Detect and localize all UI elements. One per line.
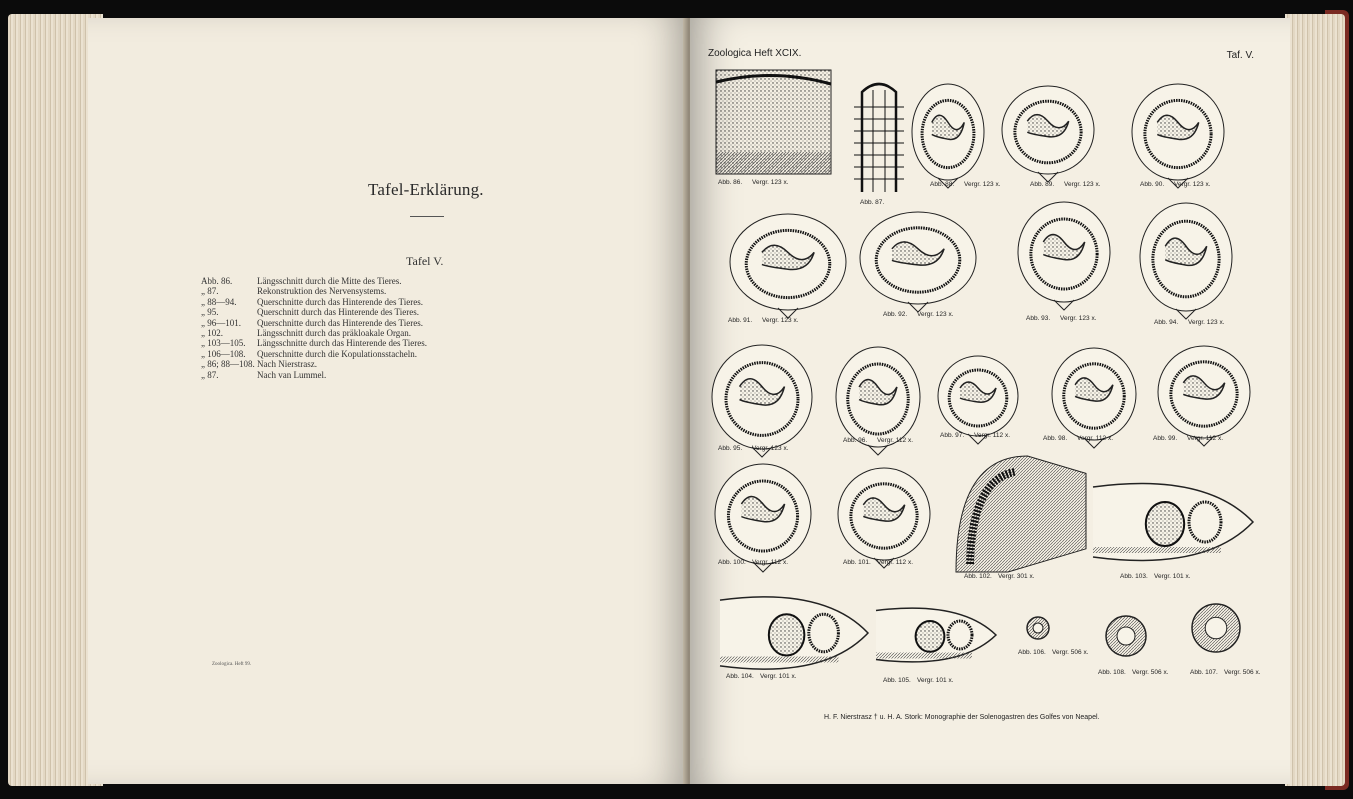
- figure-magnification: Vergr. 123 x.: [752, 179, 789, 186]
- figure-magnification: Vergr. 123 x.: [917, 311, 954, 318]
- plate-figure: [712, 345, 812, 457]
- figure-label: Abb. 105.: [883, 677, 911, 684]
- figure-magnification: Vergr. 506 x.: [1224, 669, 1261, 676]
- figure-label: Abb. 97.: [940, 432, 965, 439]
- plate-figure: [854, 84, 904, 192]
- plate-figure: [1052, 348, 1136, 448]
- legend-row: [201, 338, 427, 348]
- figure-label: Abb. 100.: [718, 559, 746, 566]
- legend-description: Querschnitte durch das Hinterende des Tieres.: [257, 317, 423, 328]
- figure-label: Abb. 89.: [1030, 181, 1055, 188]
- figure-magnification: Vergr. 112 x.: [877, 559, 914, 566]
- figure-label: Abb. 107.: [1190, 669, 1218, 676]
- figure-magnification: Vergr. 123 x.: [762, 317, 799, 324]
- legend-row: [201, 349, 427, 359]
- plate-figure: [1027, 617, 1049, 639]
- legend-description: Querschnitt durch das Hinterende des Tieres.: [257, 307, 419, 318]
- legend-figure-ref: „ 106—108.: [201, 348, 246, 359]
- plate-figure: [720, 597, 868, 669]
- figure-plate: [708, 62, 1268, 702]
- page-edges-right: [1285, 14, 1345, 786]
- figure-label: Abb. 101.: [843, 559, 871, 566]
- legend-description: Querschnitte durch die Kopulationsstacheln.: [257, 348, 417, 359]
- figure-label: Abb. 95.: [718, 445, 743, 452]
- legend-row: [201, 276, 427, 286]
- page-title: Tafel-Erklärung.: [368, 180, 484, 199]
- plate-figure: [716, 70, 831, 174]
- legend-description: Querschnitte durch das Hinterende des Tieres.: [257, 296, 423, 307]
- right-page: [690, 18, 1290, 784]
- plate-drawings: [708, 62, 1268, 702]
- figure-magnification: Vergr. 506 x.: [1052, 649, 1089, 656]
- figure-label: Abb. 96.: [843, 437, 868, 444]
- journal-header: Zoologica Heft XCIX.: [708, 48, 802, 59]
- plate-figure: [1140, 203, 1232, 319]
- figure-label: Abb. 108.: [1098, 669, 1126, 676]
- figure-magnification: Vergr. 101 x.: [917, 677, 954, 684]
- figure-magnification: Vergr. 112 x.: [752, 559, 789, 566]
- legend-row: [201, 307, 427, 317]
- legend-row: [201, 359, 427, 369]
- figure-magnification: Vergr. 123 x.: [1188, 319, 1225, 326]
- legend-figure-ref: „ 96—101.: [201, 317, 241, 328]
- title-divider: [410, 216, 444, 217]
- legend-description: Nach van Lummel.: [257, 369, 327, 380]
- page-footer: Zoologica. Heft 99.: [212, 662, 252, 667]
- legend-figure-ref: „ 87.: [201, 286, 219, 297]
- plate-figure: [1158, 346, 1250, 446]
- plate-subtitle: Tafel V.: [406, 254, 444, 268]
- plate-figure: [715, 464, 811, 572]
- legend-row: [201, 328, 427, 338]
- plate-figure: [1192, 604, 1240, 652]
- legend-description: Längsschnitt durch das präkloakale Organ.: [257, 328, 412, 339]
- legend-row: [201, 297, 427, 307]
- plate-figure: [1018, 202, 1110, 310]
- legend-description: Längsschnitte durch das Hinterende des Tieres.: [257, 338, 427, 349]
- plate-figure: [938, 356, 1018, 444]
- plate-credit: H. F. Nierstrasz † u. H. A. Stork: Monographie der Solenogastren des Golfes von Neapel.: [824, 714, 1100, 721]
- plate-figure: [838, 468, 930, 568]
- figure-magnification: Vergr. 123 x.: [1060, 315, 1097, 322]
- figure-label: Abb. 93.: [1026, 315, 1051, 322]
- figure-magnification: Vergr. 123 x.: [752, 445, 789, 452]
- figure-label: Abb. 99.: [1153, 435, 1178, 442]
- figure-label: Abb. 92.: [883, 311, 908, 318]
- figure-label: Abb. 86.: [718, 179, 743, 186]
- legend-row: [201, 370, 427, 380]
- figure-magnification: Vergr. 123 x.: [1064, 181, 1101, 188]
- figure-magnification: Vergr. 123 x.: [1174, 181, 1211, 188]
- figure-magnification: Vergr. 506 x.: [1132, 669, 1169, 676]
- figure-label: Abb. 106.: [1018, 649, 1046, 656]
- left-page: [88, 18, 688, 784]
- figure-magnification: Vergr. 112 x.: [1187, 435, 1224, 442]
- legend-figure-ref: „ 88—94.: [201, 296, 237, 307]
- plate-figure: [956, 456, 1086, 572]
- figure-legend: [201, 276, 427, 380]
- plate-figure: [860, 212, 976, 312]
- figure-magnification: Vergr. 112 x.: [1077, 435, 1114, 442]
- plate-figure: [912, 84, 984, 188]
- legend-figure-ref: „ 103—105.: [201, 338, 246, 349]
- plate-figure: [730, 214, 846, 318]
- legend-description: Nach Nierstrasz.: [257, 359, 317, 370]
- plate-number: Taf. V.: [1226, 50, 1254, 61]
- figure-label: Abb. 104.: [726, 673, 754, 680]
- figure-label: Abb. 87.: [860, 199, 885, 206]
- plate-figure: [876, 608, 996, 662]
- figure-magnification: Vergr. 301 x.: [998, 573, 1035, 580]
- figure-label: Abb. 88.: [930, 181, 955, 188]
- figure-magnification: Vergr. 112 x.: [877, 437, 914, 444]
- plate-figure: [1106, 616, 1146, 656]
- figure-label: Abb. 90.: [1140, 181, 1165, 188]
- legend-figure-ref: „ 102.: [201, 328, 223, 339]
- legend-figure-ref: „ 87.: [201, 369, 219, 380]
- legend-figure-ref: „ 95.: [201, 307, 219, 318]
- legend-figure-ref: Abb. 86.: [201, 276, 233, 286]
- legend-description: Längsschnitt durch die Mitte des Tieres.: [257, 276, 402, 286]
- figure-label: Abb. 102.: [964, 573, 992, 580]
- figure-magnification: Vergr. 123 x.: [964, 181, 1001, 188]
- legend-row: [201, 318, 427, 328]
- figure-label: Abb. 98.: [1043, 435, 1068, 442]
- legend-description: Rekonstruktion des Nervensystems.: [257, 286, 387, 297]
- plate-figure: [1093, 484, 1253, 561]
- figure-label: Abb. 91.: [728, 317, 753, 324]
- legend-row: [201, 286, 427, 296]
- figure-label: Abb. 94.: [1154, 319, 1179, 326]
- figure-label: Abb. 103.: [1120, 573, 1148, 580]
- plate-figure: [1132, 84, 1224, 188]
- figure-magnification: Vergr. 112 x.: [974, 432, 1011, 439]
- figure-magnification: Vergr. 101 x.: [760, 673, 797, 680]
- legend-figure-ref: „ 86; 88—108.: [201, 359, 255, 370]
- plate-figure: [1002, 86, 1094, 182]
- figure-magnification: Vergr. 101 x.: [1154, 573, 1191, 580]
